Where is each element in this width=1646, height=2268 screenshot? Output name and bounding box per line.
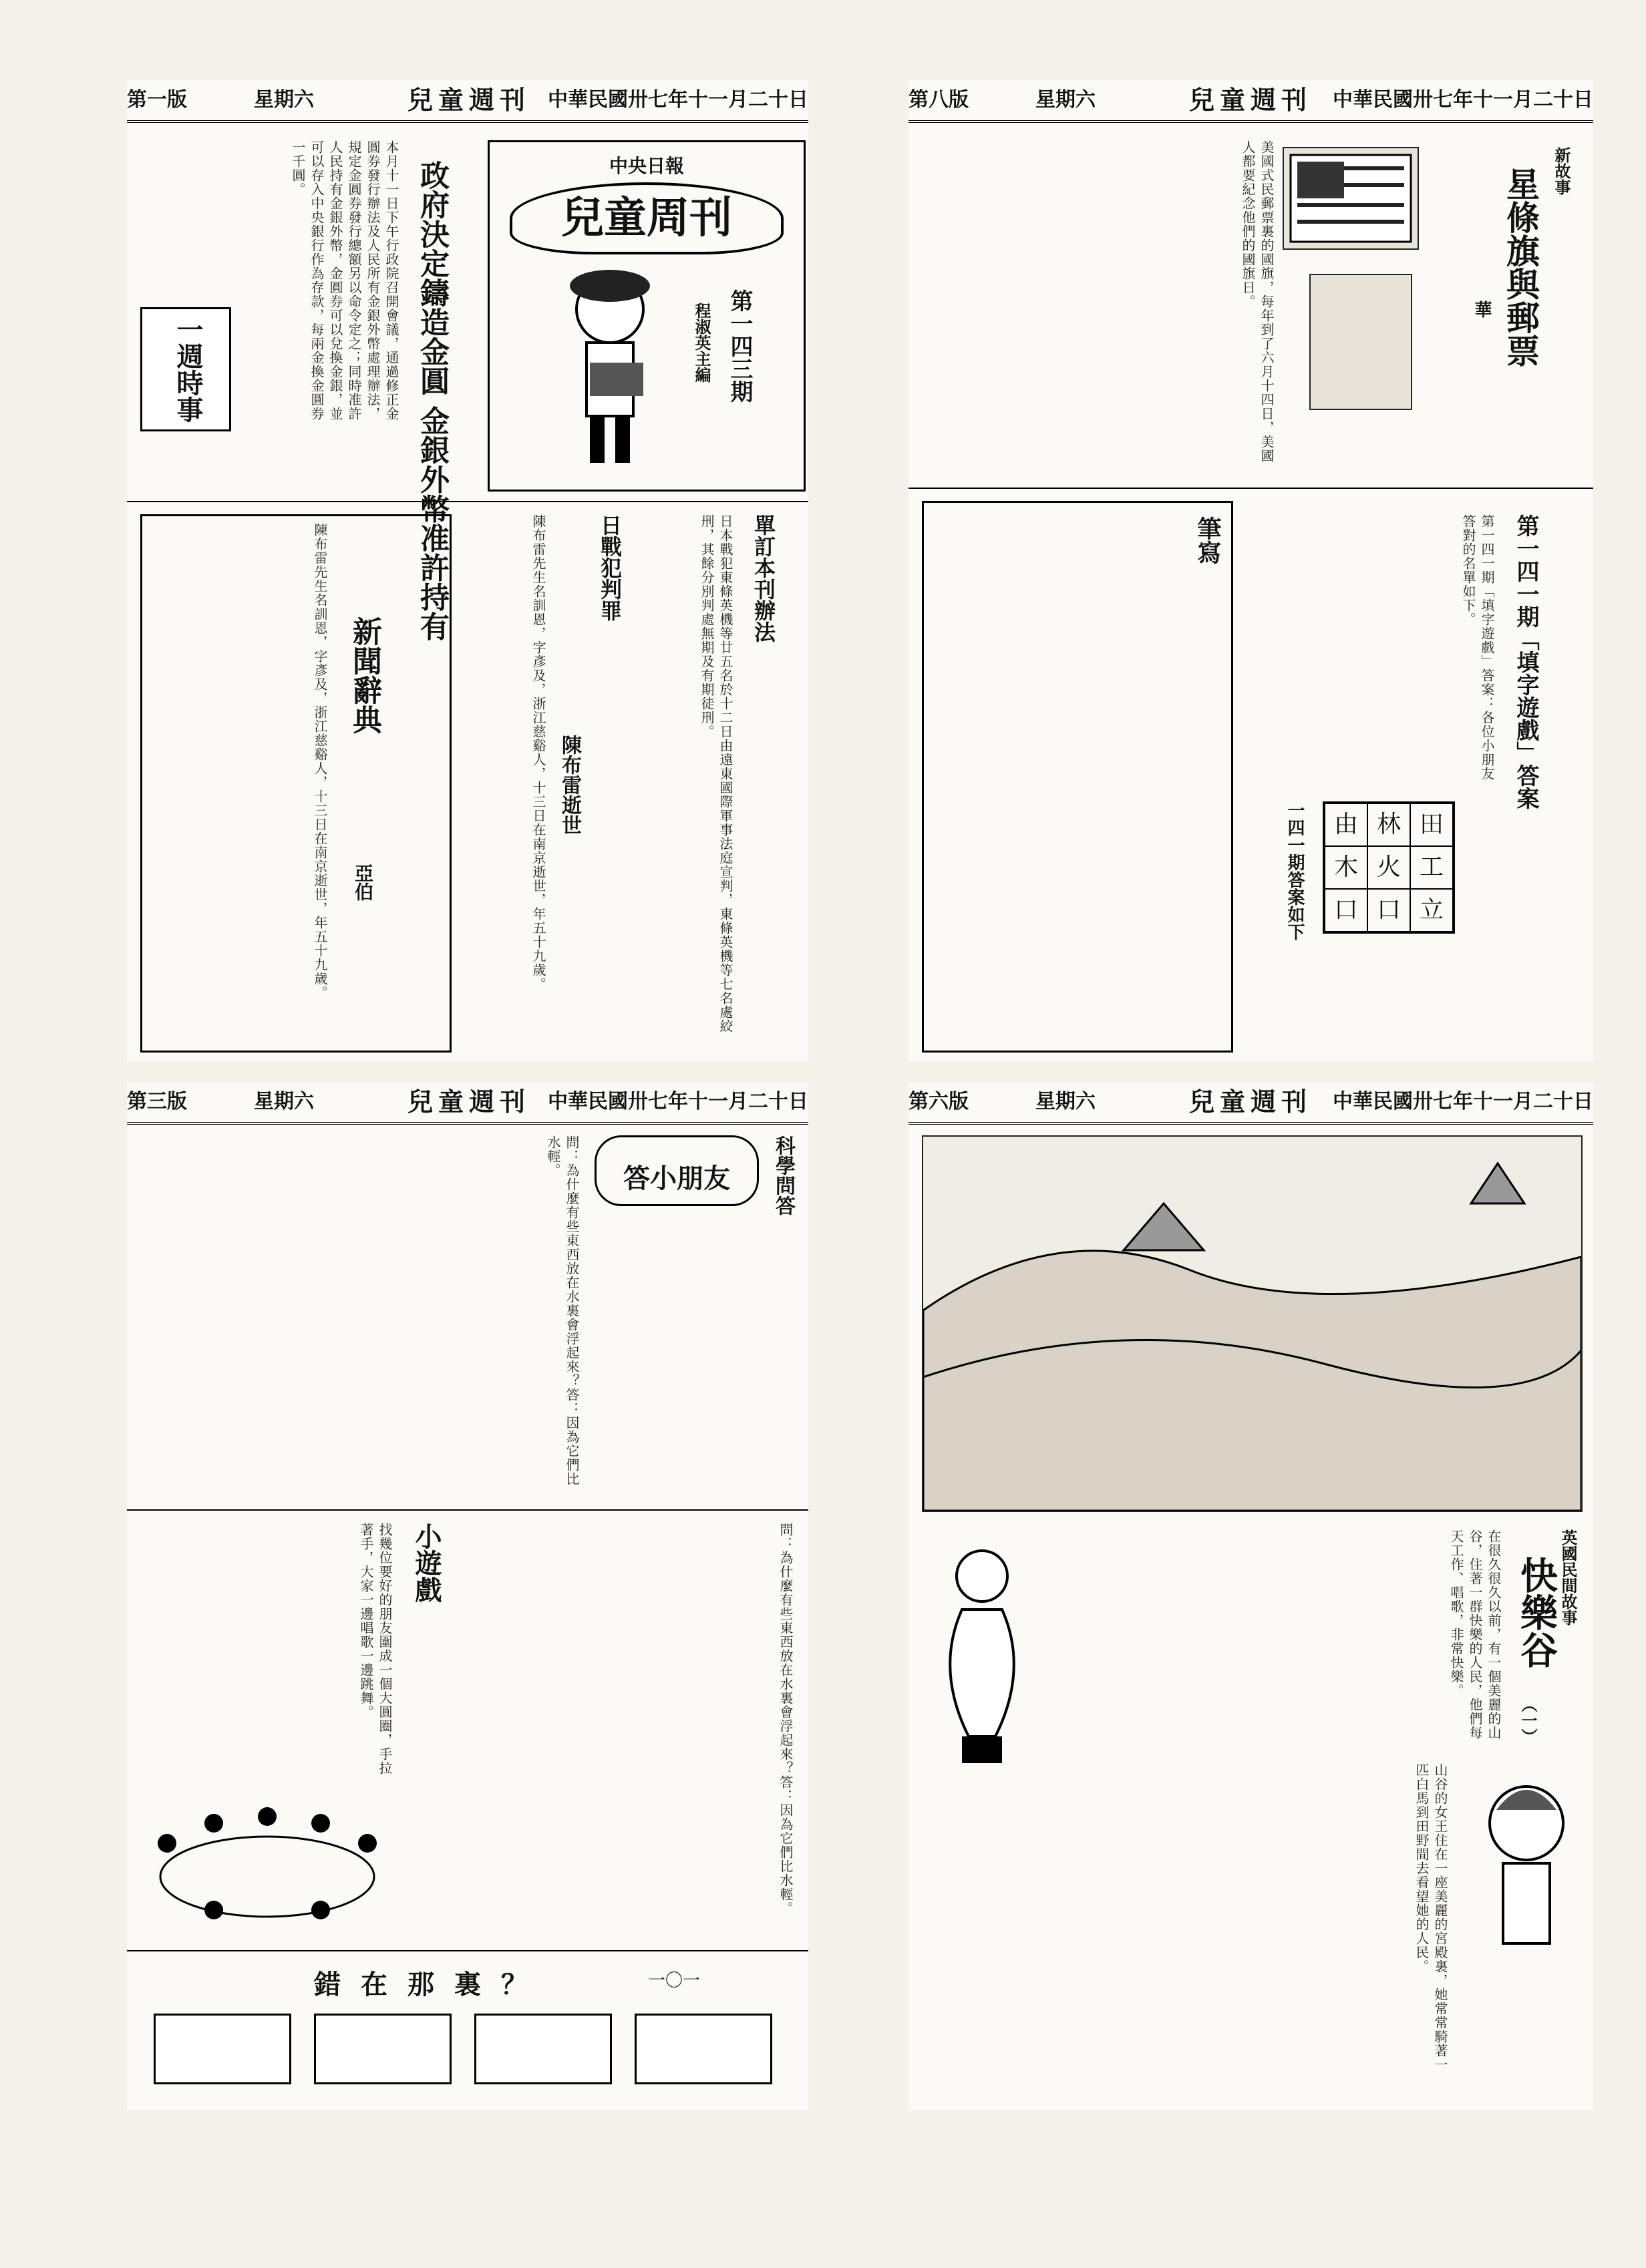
header-date: 中華民國卅七年十一月二十日: [548, 1090, 808, 1113]
answer-title: 一四一期答案如下: [1285, 801, 1305, 940]
headline: 政府決定鑄造金圓 金銀外幣准許持有: [415, 160, 449, 641]
qa-text-2: 問：為什麼有些東西放在水裏會浮起來？答：因為它們比水輕。: [778, 1523, 794, 1915]
dictionary-box: [140, 514, 452, 1053]
header-edition: 第六版: [909, 1090, 969, 1113]
puzzle-grid: [1323, 801, 1455, 934]
logo-org: 中央日報: [609, 155, 684, 177]
issue-editor: 程淑英主編: [692, 303, 711, 383]
header-date: 中華民國卅七年十一月二十日: [1333, 1090, 1593, 1113]
header-date: 中華民國卅七年十一月二十日: [1333, 88, 1593, 112]
story-text-2: 山谷的女王住在一座美麗的宮殿裏，她常常騎著一匹白馬到田野間去看望她的人民。: [1414, 1763, 1448, 2072]
dancing-children-icon: [140, 1776, 394, 1943]
stamp-article: 美國式民郵票裏的國旗，每年到了六月十四日，美國人都要紀念他們的國旗日。: [1240, 140, 1275, 463]
grid-cell: 田: [1410, 803, 1453, 846]
page-1: [127, 80, 808, 1062]
game-text: 找幾位要好的朋友圍成一個大圓圈，手拉著手，大家一邊唱歌一邊跳舞。: [358, 1523, 393, 1775]
grid-cell: 口: [1325, 889, 1367, 932]
masthead: 兒童週刊: [1189, 85, 1313, 115]
subscription-text: 日本戰犯東條英機等廿五名於十二日由遠東國際軍事法庭宣判，東條英機等七名處絞刑，其餘分別判處無期及有期徒刑。: [699, 514, 733, 1033]
grid-cell: 火: [1367, 846, 1410, 889]
dictionary-author: 亞伯: [352, 864, 374, 901]
grid-cell: 林: [1367, 803, 1410, 846]
puzzle-cell-flower: [154, 2014, 291, 2084]
grid-cell: 由: [1325, 803, 1367, 846]
obit-text: 陳布雷先生名訓恩，字彥及，浙江慈谿人，十三日在南京逝世，年五十九歲。: [530, 514, 546, 991]
game-title: 小遊戲: [411, 1523, 442, 1603]
harp-lady-icon: [922, 1536, 1042, 1790]
page-6: [909, 1082, 1593, 2110]
puzzle-cell-monkey: [314, 2014, 452, 2084]
qa-banner: [595, 1135, 759, 1206]
qa-heading: 科學問答: [772, 1135, 795, 1215]
dictionary-title: 筆寫: [1194, 516, 1222, 564]
weekly-news-label: 一週時事: [172, 316, 204, 423]
header-weekday: 星期六: [254, 88, 314, 112]
war-crimes-title: 日戰犯判罪: [597, 514, 623, 621]
puzzle-cell-boot: [474, 2014, 612, 2084]
header-weekday: 星期六: [1035, 88, 1096, 112]
flag-stamp-image: [1283, 147, 1419, 250]
issue-number: 第一四三期: [726, 289, 753, 403]
header-edition: 第三版: [127, 1090, 187, 1113]
old-man-icon: [1470, 1770, 1583, 1957]
header-edition: 第八版: [909, 88, 969, 112]
header-date: 中華民國卅七年十一月二十日: [548, 88, 808, 112]
stamp-flag-icon: [1284, 148, 1418, 248]
stamp-title: 星條旗與郵票: [1501, 167, 1540, 367]
spot-number: 一〇一: [648, 1971, 701, 1991]
masthead: 兒童週刊: [407, 1087, 531, 1117]
story-part: （一）: [1518, 1696, 1538, 1744]
logo-box: [488, 140, 806, 492]
header-weekday: 星期六: [254, 1090, 314, 1113]
child-illustration-icon: [550, 262, 670, 476]
author: 華: [1472, 301, 1492, 318]
dictionary-title: 新聞辭典: [347, 616, 381, 734]
page-header: [127, 80, 808, 123]
page-header: [909, 1082, 1593, 1125]
page-8: [909, 80, 1593, 1062]
spot-title: 錯在那裏？: [314, 1969, 548, 2000]
grid-cell: 工: [1410, 846, 1453, 889]
notice-box: [922, 501, 1233, 1053]
masthead: 兒童週刊: [1189, 1087, 1313, 1117]
grid-cell: 口: [1367, 889, 1410, 932]
masthead: 兒童週刊: [407, 85, 531, 115]
puzzle-title: 第一四一期「填字遊戲」答案: [1512, 514, 1539, 809]
weekly-news-box: [140, 307, 231, 431]
story-title: 快樂谷: [1514, 1556, 1558, 1668]
header-weekday: 星期六: [1035, 1090, 1096, 1113]
stamp-subtitle: 新故事: [1552, 147, 1571, 195]
page-3: [127, 1082, 808, 2110]
page-header: [127, 1082, 808, 1125]
valley-landscape-icon: [923, 1137, 1581, 1511]
story-text-1: 在很久很久以前，有一個美麗的山谷，住著一群快樂的人民，他們每天工作、唱歌，非常快樂。: [1448, 1529, 1502, 1740]
logo-title: 兒童周刊: [510, 182, 784, 254]
puzzle-cell-clock: [635, 2014, 772, 2084]
subscription-title: 單訂本刊辦法: [751, 514, 776, 642]
valley-illustration: [922, 1135, 1583, 1512]
stamp-image-2: [1309, 274, 1412, 410]
header-edition: 第一版: [127, 88, 187, 112]
page-header: [909, 80, 1593, 123]
grid-cell: 木: [1325, 846, 1367, 889]
qa-text: 問：為什麼有些東西放在水裏會浮起來？答：因為它們比水輕。: [545, 1135, 580, 1486]
qa-title: 答小朋友: [623, 1163, 730, 1194]
headline-article: 本月十一日下午行政院召開會議，通過修正金圓券發行辦法及人民所有金銀外幣處理辦法，規定金圓券發行總額另以命令定之；同時准許人民持有金銀外幣，金圓券可以兌換金銀，並可以存入中央銀行作為存款，每兩金換金圓券一千圓。: [290, 140, 399, 421]
grid-cell: 立: [1410, 889, 1453, 932]
story-series: 英國民間故事: [1558, 1529, 1578, 1626]
dictionary-text: 陳布雷先生名訓恩，字彥及，浙江慈谿人，十三日在南京逝世，年五十九歲。: [312, 523, 328, 1000]
obit-title: 陳布雷逝世: [558, 735, 581, 835]
puzzle-text: 第一四一期「填字遊戲」答案：各位小朋友答對的名單如下。: [1460, 514, 1495, 781]
